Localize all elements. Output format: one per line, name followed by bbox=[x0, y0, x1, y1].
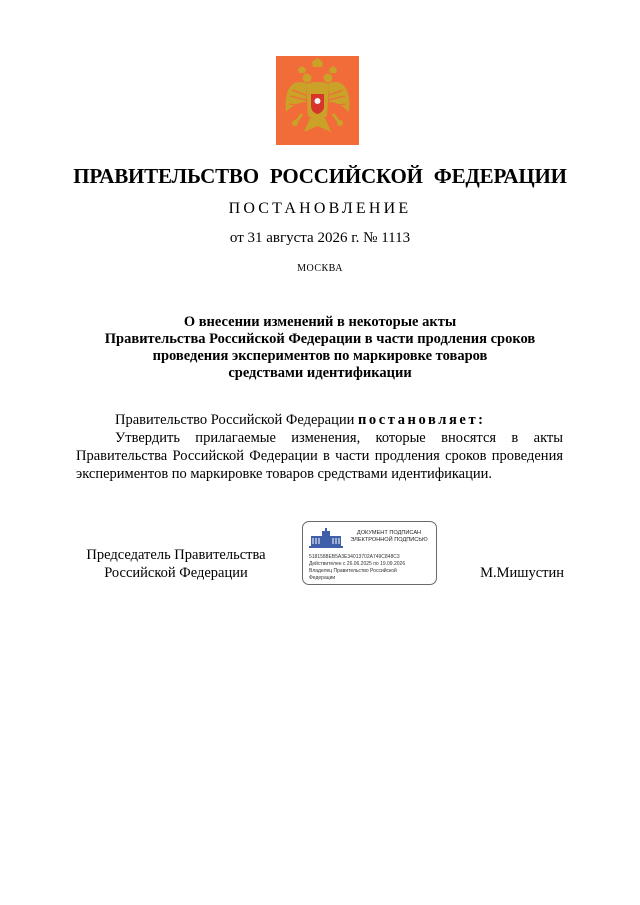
resolution-intro bbox=[76, 411, 563, 429]
stamp-validity: Действителен с 26.06.2025 по 19.09.2026 bbox=[309, 561, 406, 567]
stamp-title-line: ДОКУМЕНТ ПОДПИСАН bbox=[356, 530, 422, 536]
document-city: МОСКВА bbox=[297, 263, 343, 274]
stamp-owner: Владелец Правительство Российской Федерации bbox=[309, 568, 397, 581]
document-body bbox=[76, 411, 563, 483]
signer-position bbox=[76, 546, 276, 582]
resolves-word: постановляет: bbox=[357, 412, 486, 428]
electronic-signature-stamp bbox=[302, 521, 437, 585]
signer-name: М.Мишустин bbox=[480, 565, 564, 581]
intro-text: Правительство Российской Федерации bbox=[115, 412, 358, 428]
government-building-icon bbox=[309, 528, 343, 548]
stamp-title bbox=[343, 530, 435, 544]
document-heading bbox=[60, 314, 580, 382]
heading-line: проведения экспериментов по маркировке товаров bbox=[152, 348, 488, 364]
signer-position-line: Председатель Правительства bbox=[86, 547, 266, 563]
government-title: ПРАВИТЕЛЬСТВО РОССИЙСКОЙ ФЕДЕРАЦИИ bbox=[73, 164, 567, 188]
resolution-paragraph: Утвердить прилагаемые изменения, которые вносятся в акты Правительства Российской Федерации в части продления сроков проведения экспериментов по маркировке товаров средствами идентификации. bbox=[76, 430, 563, 482]
document-date-number: от 31 августа 2026 г. № 1113 bbox=[229, 230, 411, 246]
document-type: ПОСТАНОВЛЕНИЕ bbox=[228, 200, 412, 217]
signer-position-line: Российской Федерации bbox=[104, 565, 248, 581]
stamp-serial: 5181588EB5A3E34013702A749C848C3 bbox=[309, 554, 400, 560]
stamp-title-line: ЭЛЕКТРОННОЙ ПОДПИСЬЮ bbox=[350, 537, 428, 543]
heading-line: О внесении изменений в некоторые акты bbox=[183, 314, 457, 330]
heading-line: средствами идентификации bbox=[228, 365, 412, 381]
coat-of-arms-icon bbox=[276, 56, 359, 145]
heading-line: Правительства Российской Федерации в части продления сроков bbox=[104, 331, 536, 347]
